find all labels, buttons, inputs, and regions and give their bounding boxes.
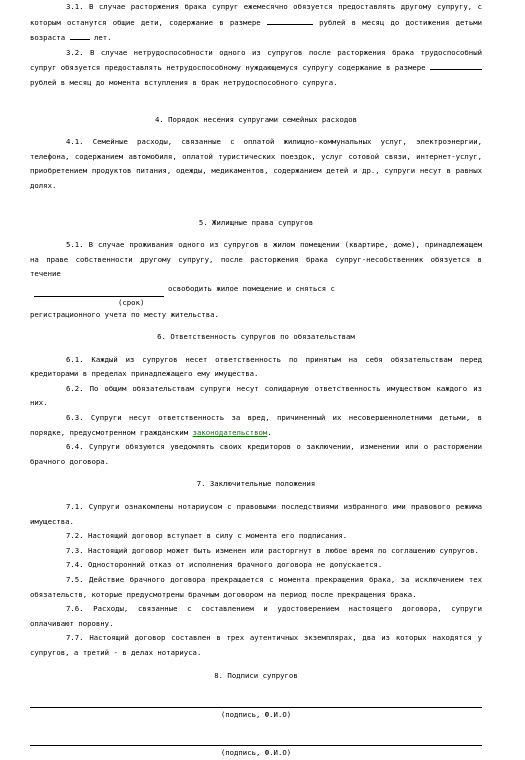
paragraph-6-4: 6.4. Супруги обязуются уведомлять своих кредиторов о заключении, изменении или о расторжении брачного договора. — [30, 442, 482, 466]
signature-line-2[interactable] — [30, 731, 482, 746]
paragraph-7-2: 7.2. Настоящий договор вступает в силу с момента его подписания. — [66, 531, 348, 541]
amount-blank — [430, 60, 482, 70]
paragraph-7-4: 7.4. Односторонний отказ от исполнения брачного договора не допускается. — [66, 560, 383, 570]
amount-blank — [267, 15, 313, 25]
section-5-title: 5. Жилищные права супругов — [198, 217, 314, 227]
paragraph-5-1: 5.1. В случае проживания одного из супругов в жилом помещении (квартире, доме), принадлежащем на праве собственности другому супругу, после расторжения брака супруг-несобственник обязуется в течение — [30, 240, 482, 279]
term-blank — [34, 286, 164, 297]
section-8-title: 8. Подписи супругов — [214, 670, 298, 680]
paragraph-4-1: 4.1. Семейные расходы, связанные с оплатой жилищно-коммунальных услуг, электроэнергии, телефона, содержанием автомобиля, оплатой туристических поездок, услуг сотовой связи, интернет-услуг, приобретением продуктов питания, одежды, медикаментов, содержанием детей и др., супруги несут в равных долях. — [30, 137, 482, 190]
section-7-title: 7. Заключительные положения — [196, 479, 316, 489]
paragraph-7-3: 7.3. Настоящий договор может быть изменен или расторгнут в любое время по соглашению супругов. — [66, 545, 479, 555]
section-6-title: 6. Ответственность супругов по обязательствам — [157, 332, 355, 342]
legislation-link[interactable]: законодательством — [192, 427, 268, 437]
paragraph-3-1: 3.1. В случае расторжения брака супруг ежемесячно обязуется предоставлять другому супругу, с которым останутся общие дети, содержание в размере рублей в месяц до достижения детьми возраста лет. — [30, 2, 482, 43]
paragraph-7-6: 7.6. Расходы, связанные с составлением и удостоверением настоящего договора, супруги оплачивают поровну. — [30, 604, 482, 628]
paragraph-7-1: 7.1. Супруги ознакомлены нотариусом с правовыми последствиями избранного ими правового режима имущества. — [30, 502, 482, 526]
term-row: освободить жилое помещение и сняться с — [30, 282, 482, 297]
contract-document — [30, 0, 482, 760]
term-hint: (срок) — [118, 297, 145, 307]
signature-line-1[interactable] — [30, 693, 482, 708]
signature-caption-2: (подпись, Ф.И.О) — [220, 747, 292, 757]
signature-caption-1: (подпись, Ф.И.О) — [220, 710, 292, 720]
paragraph-3-2: 3.2. В случае нетрудоспособности одного из супругов после расторжения брака трудоспособный супруг обязуется предоставлять нетрудоспособному нуждающемуся супругу содержание в размере рублей в месяц до момента вступления в брак нетрудоспособного супруга. — [30, 47, 482, 87]
paragraph-7-5: 7.5. Действие брачного договора прекращается с момента прекращения брака, за исключением тех обязательств, которые предусмотрены брачным договором на период после прекращения брака. — [30, 575, 482, 599]
paragraph-6-3: 6.3. Супруги несут ответственность за вред, причиненный их несовершеннолетними детьми, в порядке, предусмотренном гражданским законодательством. — [30, 413, 482, 437]
age-blank — [70, 30, 90, 40]
paragraph-6-1: 6.1. Каждый из супругов несет ответственность по принятым на себя обязательствам перед кредиторами в пределах принадлежащего ему имущества. — [30, 354, 482, 379]
paragraph-6-2: 6.2. По общим обязательствам супруги несут солидарную ответственность имуществом каждого из них. — [30, 383, 482, 408]
section-4-title: 4. Порядок несения супругами семейных расходов — [154, 114, 358, 124]
paragraph-7-7: 7.7. Настоящий договор составлен в трех аутентичных экземплярах, два из которых находятся у супругов, а третий - в делах нотариуса. — [30, 633, 482, 657]
paragraph-5-1-end: регистрационного учета по месту жительства. — [30, 309, 219, 319]
